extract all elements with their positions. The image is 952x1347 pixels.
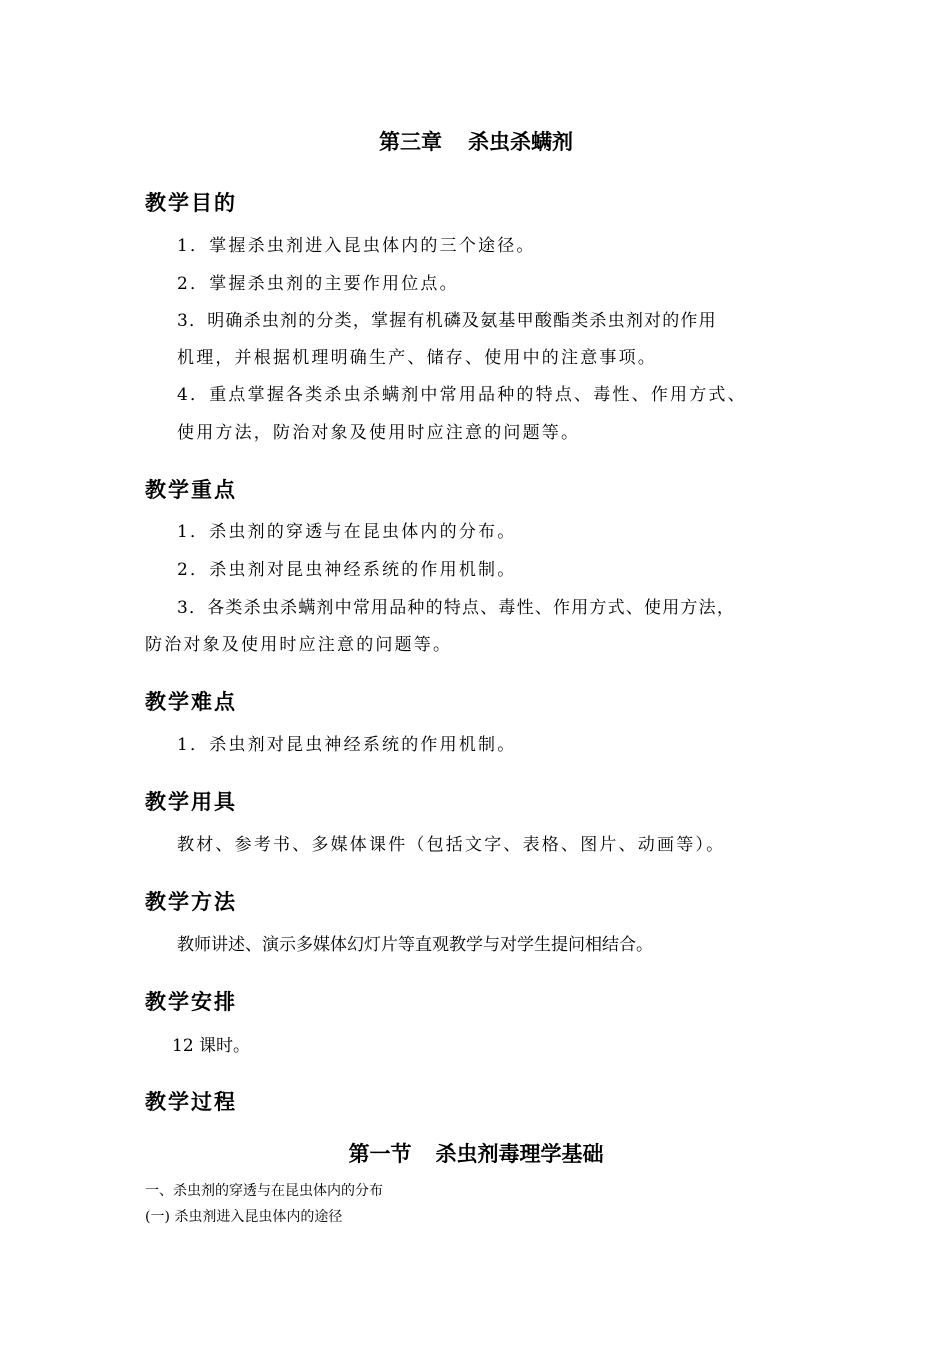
chapter-title (0, 126, 952, 156)
methods-text: 教师讲述、演示多媒体幻灯片等直观教学与对学生提问相结合。 (177, 935, 653, 955)
objectives-heading: 教学目的 (145, 191, 237, 215)
chapter-name: 杀虫杀螨剂 (468, 130, 573, 154)
objective-item-4-cont: 使用方法，防治对象及使用时应注意的问题等。 (177, 423, 581, 443)
difficulty-item-1: 1．杀虫剂对昆虫神经系统的作用机制。 (177, 735, 517, 755)
outline-item-1: 一、杀虫剂的穿透与在昆虫体内的分布 (145, 1183, 383, 1199)
tools-text: 教材、参考书、多媒体课件（包括文字、表格、图片、动画等）。 (177, 835, 726, 855)
difficulties-heading: 教学难点 (145, 690, 237, 714)
schedule-heading: 教学安排 (145, 990, 237, 1014)
key-points-heading: 教学重点 (145, 478, 237, 502)
process-heading: 教学过程 (145, 1090, 237, 1114)
key-point-item-1: 1．杀虫剂的穿透与在昆虫体内的分布。 (177, 522, 517, 542)
methods-heading: 教学方法 (145, 890, 237, 914)
objective-item-3-cont: 机理，并根据机理明确生产、储存、使用中的注意事项。 (177, 348, 657, 368)
subsection-number: 第一节 (348, 1142, 412, 1166)
key-point-item-2: 2．杀虫剂对昆虫神经系统的作用机制。 (177, 560, 517, 580)
objective-item-4: 4．重点掌握各类杀虫杀螨剂中常用品种的特点、毒性、作用方式、 (177, 385, 747, 405)
key-point-item-3: 3．各类杀虫杀螨剂中常用品种的特点、毒性、作用方式、使用方法， (177, 598, 736, 618)
chapter-number: 第三章 (379, 130, 442, 154)
objective-item-3: 3．明确杀虫剂的分类，掌握有机磷及氨基甲酸酯类杀虫剂对的作用 (177, 311, 717, 331)
subsection-name: 杀虫剂毒理学基础 (435, 1142, 604, 1166)
key-point-item-3-cont: 防治对象及使用时应注意的问题等。 (145, 635, 453, 655)
objective-item-1: 1．掌握杀虫剂进入昆虫体内的三个途径。 (177, 236, 536, 256)
tools-heading: 教学用具 (145, 790, 237, 814)
outline-item-2: (一) 杀虫剂进入昆虫体内的途径 (145, 1209, 343, 1225)
schedule-text: 12 课时。 (172, 1036, 251, 1056)
objective-item-2: 2．掌握杀虫剂的主要作用位点。 (177, 274, 459, 294)
subsection-title (0, 1138, 952, 1168)
